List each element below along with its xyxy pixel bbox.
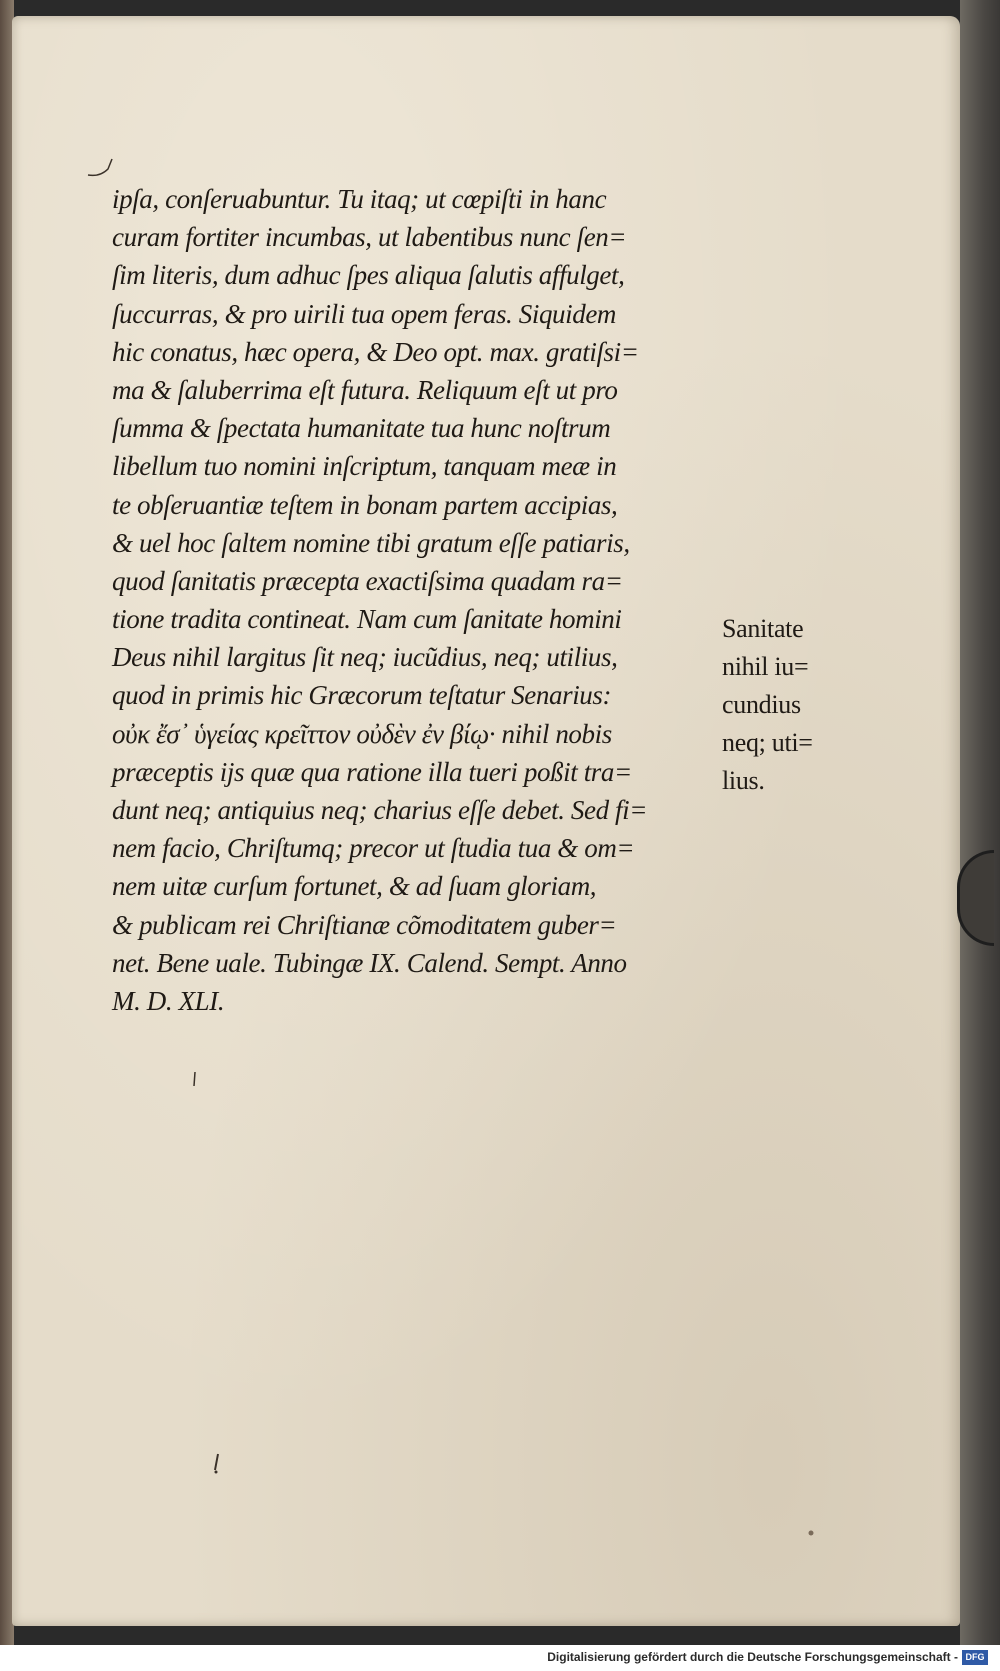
text-line: dunt neq; antiquius neq; charius eſſe debet. Sed fi= — [112, 795, 648, 825]
text-line: te obſeruantiæ teſtem in bonam partem accipias, — [112, 489, 618, 520]
book-edge-right — [960, 0, 1000, 1671]
text-line: ſim literis, dum adhuc ſpes aliqua ſalutis affulget, — [112, 260, 625, 291]
text-line: & publicam rei Chriſtianæ cõmoditatem guber= — [112, 909, 617, 940]
text-line: & uel hoc ſaltem nomine tibi gratum eſſe patiaris, — [112, 527, 630, 558]
margin-note-line: Sanitate — [722, 614, 804, 643]
text-line: præceptis iјs quæ qua ratione illa tueri poßit tra= — [112, 756, 632, 787]
text-line: net. Bene uale. Tubingæ IX. Calend. Sempt. Anno — [112, 947, 627, 978]
margin-note-line: cundius — [722, 690, 801, 719]
margin-note-line: neq; uti= — [722, 728, 813, 757]
text-line: tione tradita contineat. Nam cum ſanitate homini — [112, 604, 622, 635]
text-line: nem uitæ curſum fortunet, & ad ſuam gloriam, — [112, 871, 597, 902]
main-text-block — [112, 180, 712, 1020]
date-line: M. D. XLI. — [112, 985, 225, 1016]
text-line: curam fortiter incumbas, ut labentibus nunc ſen= — [112, 222, 627, 253]
footer-bar — [0, 1645, 1000, 1671]
text-line: libellum tuo nomini inſcriptum, tanquam meæ in — [112, 451, 617, 482]
text-line: ipſa, conſeruabuntur. Tu itaq; ut cœpiſti in hanc — [112, 184, 607, 214]
text-line: quod in primis hic Græcorum teſtatur Senarius: — [112, 680, 612, 711]
text-line: nem facio, Chriſtumq; precor ut ſtudia tua & om= — [112, 833, 635, 864]
ink-mark-top — [86, 155, 116, 185]
ink-mark-low — [210, 1452, 224, 1474]
footer-credit: Digitalisierung gefördert durch die Deutsche Forschungsgemeinschaft - — [547, 1650, 958, 1664]
ink-mark-mid — [190, 1070, 200, 1090]
text-line: ſuccurras, & pro uirili tua opem feras. Siquidem — [112, 298, 617, 329]
text-line-greek: οὐκ ἔσ᾽ ὑγείας κρεῖττον οὐδὲν ἐν βίῳ· nihil nobis — [112, 718, 612, 749]
margin-note — [722, 610, 813, 800]
dfg-logo: DFG — [962, 1650, 988, 1665]
ink-spot — [806, 1528, 816, 1538]
text-line: quod ſanitatis præcepta exactiſsima quadam ra= — [112, 565, 623, 596]
text-line: hic conatus, hæc opera, & Deo opt. max. gratiſsi= — [112, 336, 639, 367]
margin-note-line: nihil iu= — [722, 652, 809, 681]
text-line: ma & ſaluberrima eſt futura. Reliquum eſt ut pro — [112, 374, 618, 405]
margin-note-line: lius. — [722, 766, 765, 795]
text-line: Deus nihil largitus ſit neq; iucũdius, neq; utilius, — [112, 642, 618, 673]
text-line: ſumma & ſpectata humanitate tua hunc noſtrum — [112, 413, 611, 444]
